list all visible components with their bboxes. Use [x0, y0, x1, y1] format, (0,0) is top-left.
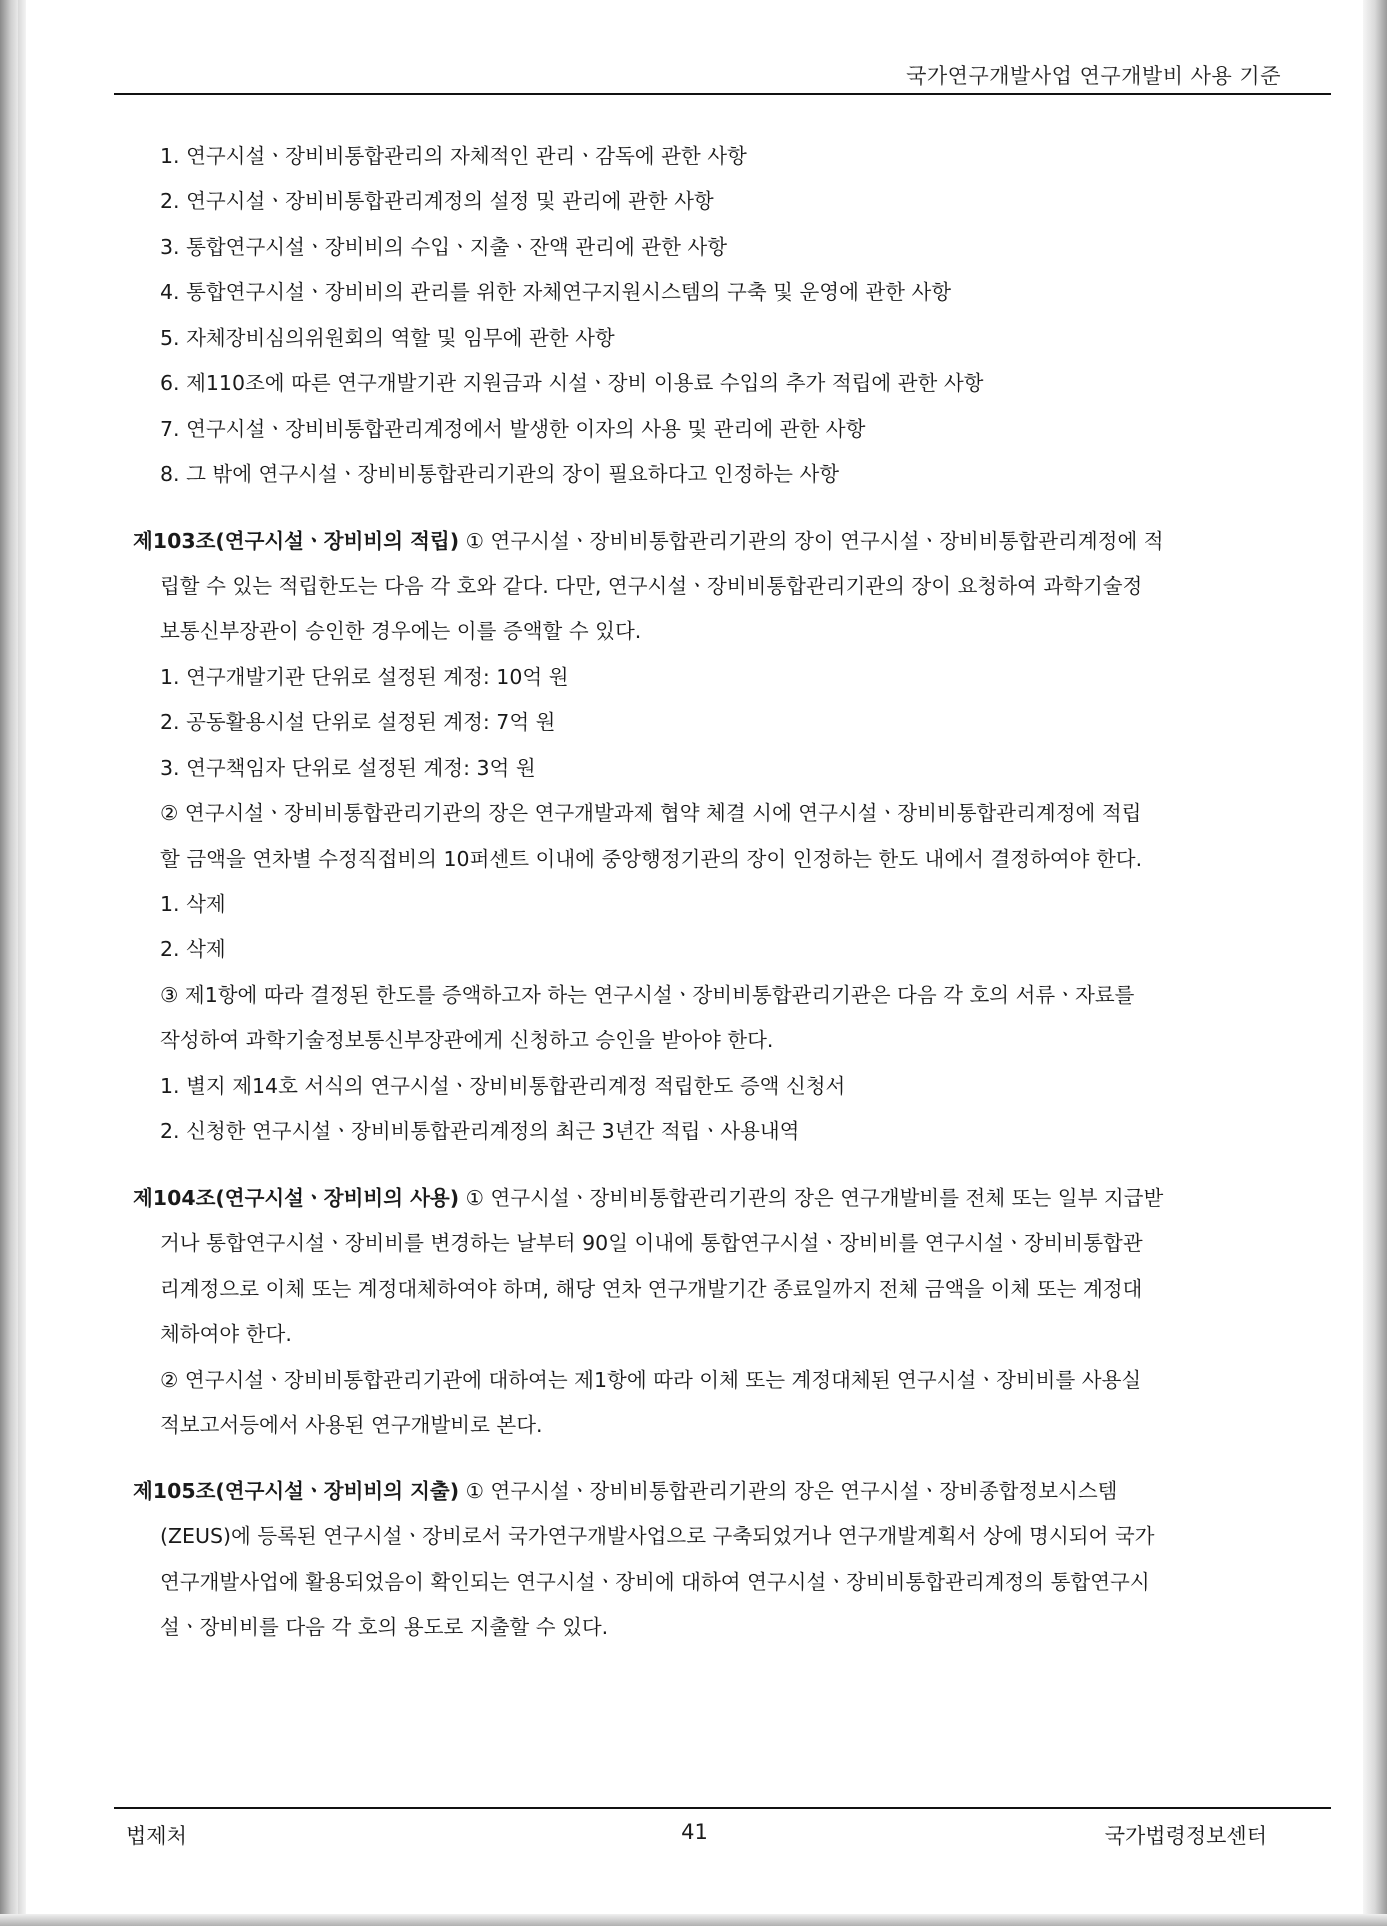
list-item: 5. 자체장비심의위원회의 역할 및 임무에 관한 사항 — [160, 326, 615, 350]
paragraph-line: 할 금액을 연차별 수정직접비의 10퍼센트 이내에 중앙행정기관의 장이 인정하는 한도 내에서 결정하여야 한다. — [160, 847, 1143, 871]
paragraph-line: 설ㆍ장비비를 다음 각 호의 용도로 지출할 수 있다. — [160, 1615, 609, 1639]
header-divider — [114, 93, 1331, 95]
paragraph-line: (ZEUS)에 등록된 연구시설ㆍ장비로서 국가연구개발사업으로 구축되었거나 연구개발계획서 상에 명시되어 국가 — [160, 1524, 1155, 1548]
paragraph-line: ② 연구시설ㆍ장비비통합관리기관의 장은 연구개발과제 협약 체결 시에 연구시설ㆍ장비비통합관리계정에 적립 — [160, 801, 1142, 825]
footer-publisher: 법제처 — [126, 1824, 187, 1848]
page-bottom-shadow — [0, 1914, 1387, 1926]
paragraph-line: 립할 수 있는 적립한도는 다음 각 호와 같다. 다만, 연구시설ㆍ장비비통합관리기관의 장이 요청하여 과학기술정 — [160, 574, 1143, 598]
list-item: 2. 연구시설ㆍ장비비통합관리계정의 설정 및 관리에 관한 사항 — [160, 189, 714, 213]
footer-source: 국가법령정보센터 — [1104, 1824, 1267, 1848]
footer-divider — [114, 1807, 1331, 1809]
article-103-title: 제103조(연구시설ㆍ장비비의 적립) — [133, 529, 460, 553]
list-item: 4. 통합연구시설ㆍ장비비의 관리를 위한 자체연구지원시스템의 구축 및 운영에 관한 사항 — [160, 280, 952, 304]
paragraph-line: 보통신부장관이 승인한 경우에는 이를 증액할 수 있다. — [160, 619, 642, 643]
list-item: 6. 제110조에 따른 연구개발기관 지원금과 시설ㆍ장비 이용료 수입의 추가 적립에 관한 사항 — [160, 371, 984, 395]
page-number: 41 — [681, 1820, 708, 1844]
list-item: 3. 통합연구시설ㆍ장비비의 수입ㆍ지출ㆍ잔액 관리에 관한 사항 — [160, 235, 728, 259]
list-item: 1. 연구시설ㆍ장비비통합관리의 자체적인 관리ㆍ감독에 관한 사항 — [160, 144, 747, 168]
list-item: 3. 연구책임자 단위로 설정된 계정: 3억 원 — [160, 756, 536, 780]
list-item: 8. 그 밖에 연구시설ㆍ장비비통합관리기관의 장이 필요하다고 인정하는 사항 — [160, 462, 840, 486]
paragraph-line: ② 연구시설ㆍ장비비통합관리기관에 대하여는 제1항에 따라 이체 또는 계정대체된 연구시설ㆍ장비비를 사용실 — [160, 1368, 1142, 1392]
list-item: 2. 삭제 — [160, 937, 226, 961]
article-103-first-line — [133, 527, 1164, 555]
document-page — [26, 0, 1363, 1914]
article-105-first-line — [133, 1477, 1117, 1505]
paragraph-line: 거나 통합연구시설ㆍ장비비를 변경하는 날부터 90일 이내에 통합연구시설ㆍ장비비를 연구시설ㆍ장비비통합관 — [160, 1231, 1143, 1255]
article-104-first-line — [133, 1184, 1163, 1212]
article-105-lead: ① 연구시설ㆍ장비비통합관리기관의 장은 연구시설ㆍ장비종합정보시스템 — [459, 1479, 1118, 1503]
list-item: 1. 별지 제14호 서식의 연구시설ㆍ장비비통합관리계정 적립한도 증액 신청서 — [160, 1074, 846, 1098]
list-item: 7. 연구시설ㆍ장비비통합관리계정에서 발생한 이자의 사용 및 관리에 관한 사항 — [160, 417, 866, 441]
list-item: 2. 공동활용시설 단위로 설정된 계정: 7억 원 — [160, 710, 556, 734]
page-stack-shadow — [0, 0, 18, 1926]
paragraph-line: 연구개발사업에 활용되었음이 확인되는 연구시설ㆍ장비에 대하여 연구시설ㆍ장비비통합관리계정의 통합연구시 — [160, 1570, 1150, 1594]
article-104-title: 제104조(연구시설ㆍ장비비의 사용) — [133, 1186, 460, 1210]
paragraph-line: 작성하여 과학기술정보통신부장관에게 신청하고 승인을 받아야 한다. — [160, 1028, 774, 1052]
page-right-shadow — [1363, 0, 1387, 1926]
paragraph-line: 리계정으로 이체 또는 계정대체하여야 하며, 해당 연차 연구개발기간 종료일까지 전체 금액을 이체 또는 계정대 — [160, 1277, 1143, 1301]
list-item: 1. 연구개발기관 단위로 설정된 계정: 10억 원 — [160, 665, 569, 689]
article-105-title: 제105조(연구시설ㆍ장비비의 지출) — [133, 1479, 460, 1503]
page-header-title: 국가연구개발사업 연구개발비 사용 기준 — [906, 64, 1281, 88]
list-item: 1. 삭제 — [160, 892, 226, 916]
paragraph-line: ③ 제1항에 따라 결정된 한도를 증액하고자 하는 연구시설ㆍ장비비통합관리기관은 다음 각 호의 서류ㆍ자료를 — [160, 983, 1135, 1007]
paragraph-line: 체하여야 한다. — [160, 1322, 292, 1346]
article-103-lead: ① 연구시설ㆍ장비비통합관리기관의 장이 연구시설ㆍ장비비통합관리계정에 적 — [459, 529, 1164, 553]
paragraph-line: 적보고서등에서 사용된 연구개발비로 본다. — [160, 1413, 543, 1437]
article-104-lead: ① 연구시설ㆍ장비비통합관리기관의 장은 연구개발비를 전체 또는 일부 지급받 — [459, 1186, 1164, 1210]
page-stack-edge — [18, 0, 26, 1926]
list-item: 2. 신청한 연구시설ㆍ장비비통합관리계정의 최근 3년간 적립ㆍ사용내역 — [160, 1119, 800, 1143]
